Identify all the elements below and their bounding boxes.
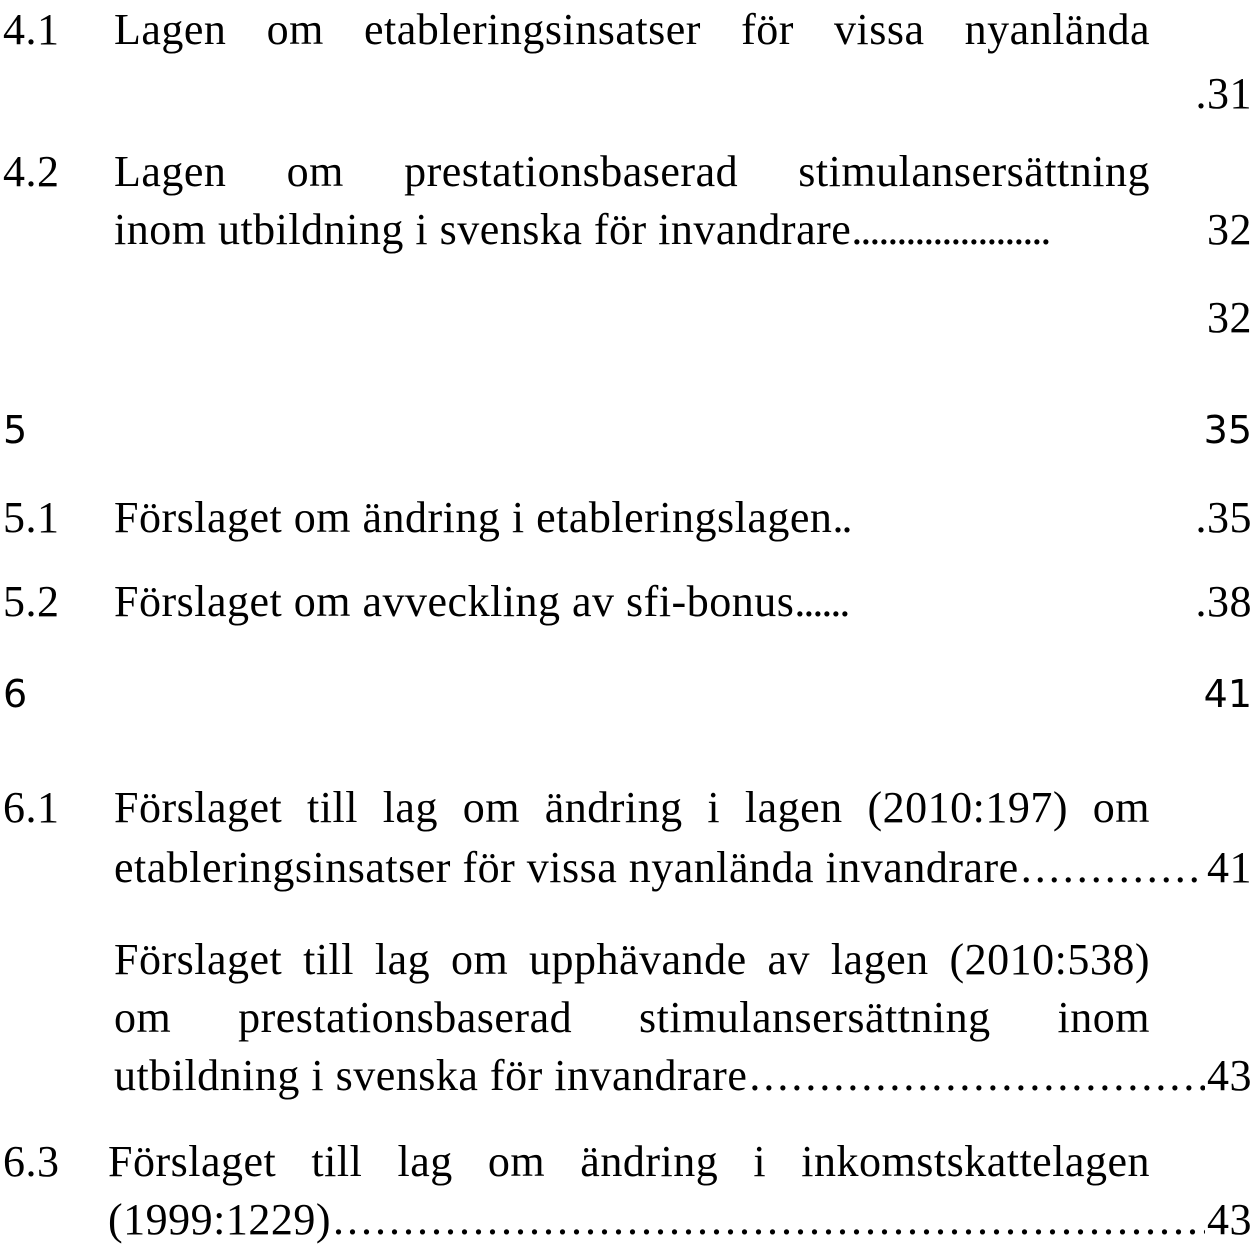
toc-number-6-3: 6.3 [3, 1137, 60, 1186]
toc-number-6-1: 6.1 [3, 783, 60, 832]
toc-title-6-2-line1: Förslaget till lag om upphävande av lagen (2010:538) [114, 935, 1150, 984]
toc-title-4-2-line2 [114, 204, 1150, 255]
toc-title-5-2 [114, 576, 1150, 627]
toc-title-6-1-line2: etableringsinsatser för vissa nyanlända invandrare [114, 843, 1019, 892]
toc-page-4-1: .31 [1195, 69, 1252, 118]
toc-title-5-2-text: Förslaget om avveckling av sfi-bonus [114, 577, 795, 626]
toc-number-5-2: 5.2 [3, 577, 60, 626]
toc-title-6-1-line1: Förslaget till lag om ändring i lagen (2010:197) om [114, 783, 1150, 832]
toc-number-5-1: 5.1 [3, 493, 60, 542]
toc-title-6-2-line3: utbildning i svenska för invandrare [114, 1051, 748, 1100]
toc-leader-6-1 [1021, 842, 1205, 893]
toc-page-6-3: 43 [1207, 1195, 1252, 1244]
toc-page-6-1: 41 [1207, 843, 1252, 892]
toc-chapter-6-page: 41 [1203, 672, 1252, 716]
toc-page-5-1: .35 [1195, 493, 1252, 542]
toc-entry-6-2-line3 [114, 1050, 1252, 1101]
toc-title-5-1-text: Förslaget om ändring i etableringslagen [114, 493, 833, 542]
toc-leader-6-2 [749, 1050, 1205, 1101]
toc-chapter-6-number: 6 [3, 672, 28, 716]
toc-chapter-5-page: 35 [1203, 408, 1252, 452]
toc-leader-4-2: ...................... [851, 205, 1050, 254]
toc-title-5-1 [114, 492, 1150, 543]
toc-title-6-3-line2: (1999:1229) [108, 1195, 332, 1244]
toc-leader-5-1: .. [832, 493, 851, 542]
toc-page-6-2: 43 [1207, 1051, 1252, 1100]
toc-page-4-2: 32 [1207, 205, 1252, 254]
toc-orphan-page: 32 [1207, 293, 1252, 342]
toc-title-6-2-line2: om prestationsbaserad stimulansersättning inom [114, 993, 1150, 1042]
toc-entry-6-1-line2 [114, 842, 1252, 893]
toc-chapter-5-number: 5 [3, 408, 28, 452]
toc-title-6-3-line1: Förslaget till lag om ändring i inkomstskattelagen [108, 1137, 1150, 1186]
toc-leader-6-3 [333, 1194, 1205, 1245]
toc-title-4-2-line1: Lagen om prestationsbaserad stimulansersättning [114, 147, 1150, 196]
toc-title-4-1: Lagen om etableringsinsatser för vissa nyanlända [114, 5, 1150, 54]
toc-page-5-2: .38 [1195, 577, 1252, 626]
toc-number-4-1: 4.1 [3, 5, 60, 54]
toc-leader-5-2: ...... [794, 577, 849, 626]
toc-number-4-2: 4.2 [3, 147, 60, 196]
toc-title-4-2-line2-text: inom utbildning i svenska för invandrare [114, 205, 852, 254]
toc-entry-6-3-line2 [108, 1194, 1252, 1245]
